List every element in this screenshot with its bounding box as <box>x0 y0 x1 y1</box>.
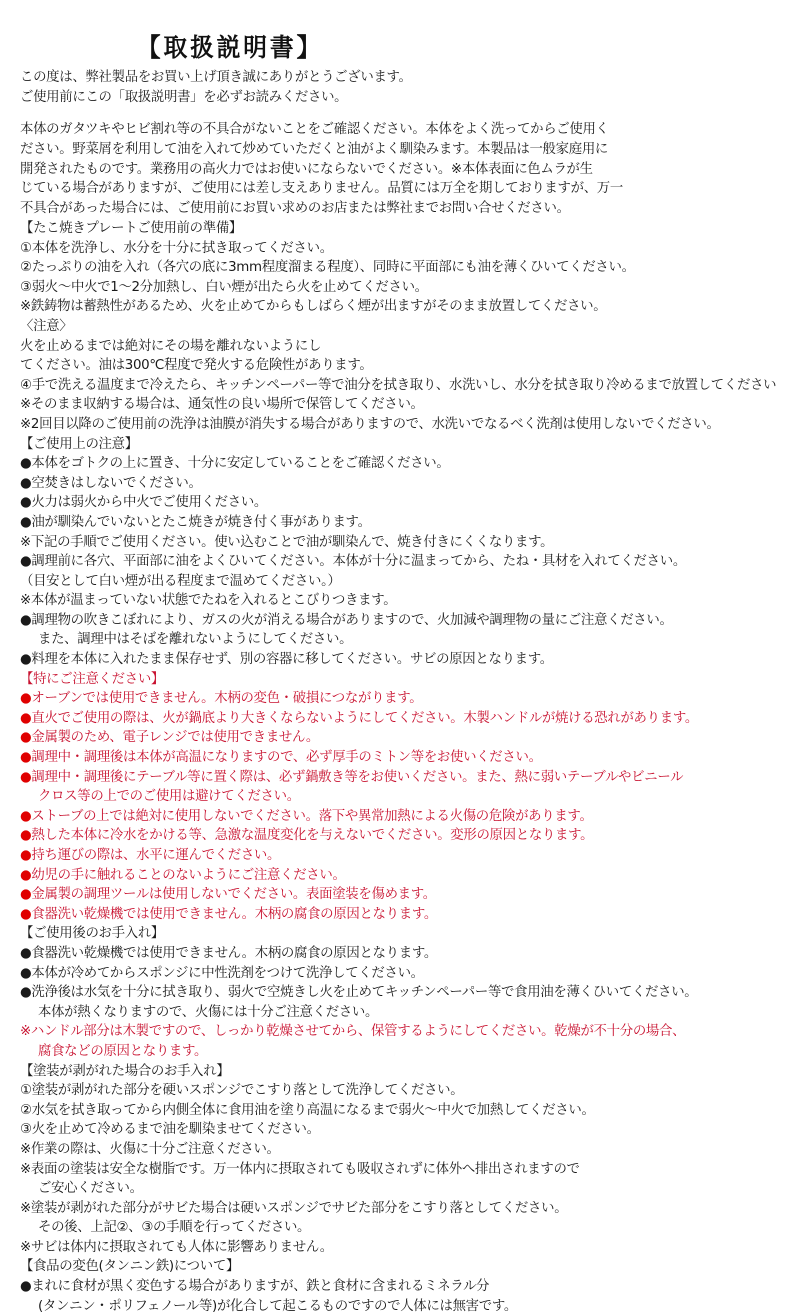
section-heading: 【たこ焼きプレートご使用前の準備】 <box>20 221 243 236</box>
section-line: ②たっぷりの油を入れ（各穴の底に3mm程度溜まる程度）、同時に平面部にも油を薄くひいてください。 <box>20 260 635 276</box>
section-line: ●空焚きはしないでください。 <box>20 475 202 491</box>
section-line: その後、上記②、③の手順を行ってください。 <box>38 1220 311 1236</box>
bullet-icon: ● <box>20 710 32 726</box>
manual-section <box>20 1257 805 1316</box>
section-line: ①本体を洗浄し、水分を十分に拭き取ってください。 <box>20 240 333 256</box>
section-line: 腐食などの原因となります。 <box>38 1043 208 1059</box>
manual-section <box>20 1062 805 1258</box>
section-line: ③火を止めて冷めるまで油を馴染ませてください。 <box>20 1122 320 1138</box>
section-line: ④手で洗える温度まで冷えたら、キッチンペーパー等で油分を拭き取り、水洗いし、水分を拭き取り冷めるまで放置してください <box>20 377 777 393</box>
section-line: ●料理を本体に入れたまま保存せず、別の容器に移してください。サビの原因となります。 <box>20 652 553 668</box>
bullet-icon: ● <box>20 848 32 863</box>
bullet-icon: ● <box>20 769 32 785</box>
section-line: ●オーブンでは使用できません。木柄の変色・破損につながります。 <box>20 691 423 707</box>
section-line: ●火力は弱火から中火でご使用ください。 <box>20 495 268 511</box>
overview-line: 不具合があった場合には、ご使用前にお買い求めのお店または弊社までお問い合せください。 <box>20 201 570 217</box>
section-line: （目安として白い煙が出る程度まで温めてください。） <box>20 573 341 589</box>
section-line: ※2回目以降のご使用前の洗浄は油膜が消失する場合がありますので、水洗いでなるべく洗剤は使用しないでください。 <box>20 416 720 432</box>
section-heading: 【食品の変色(タンニン鉄)について】 <box>20 1259 240 1275</box>
section-line: ●食器洗い乾燥機では使用できません。木柄の腐食の原因となります。 <box>20 945 437 961</box>
section-line: クロス等の上でのご使用は避けてください。 <box>38 789 300 805</box>
section-heading: 【ご使用後のお手入れ】 <box>20 926 164 942</box>
section-line: ●金属製の調理ツールは使用しないでください。表面塗装を傷めます。 <box>20 887 436 903</box>
section-line: 本体が熱くなりますので、火傷には十分ご注意ください。 <box>38 1004 379 1020</box>
section-line: ※サビは体内に摂取されても人体に影響ありません。 <box>20 1239 333 1255</box>
section-line: ●調理物の吹きこぼれにより、ガスの火が消える場合がありますので、火加減や調理物の量にご注意ください。 <box>20 612 673 628</box>
section-line: ※塗装が剥がれた部分がサビた場合は硬いスポンジでサビた部分をこすり落としてください。 <box>20 1200 568 1216</box>
section-line: 火を止めるまでは絶対にその場を離れないようにし <box>20 338 322 354</box>
section-line: ①塗装が剥がれた部分を硬いスポンジでこすり落として洗浄してください。 <box>20 1083 464 1099</box>
overview-line: じている場合がありますが、ご使用には差し支えありません。品質には万全を期しておりますが、万一 <box>20 181 623 197</box>
manual-section <box>20 435 805 670</box>
section-line: ※下記の手順でご使用ください。使い込むことで油が馴染んで、焼き付きにくくなります。 <box>20 534 554 550</box>
section-line: (タンニン・ポリフェノール等)が化合して起こるものですので人体には無害です。 <box>38 1298 517 1314</box>
section-line: ※ハンドル部分は木製ですので、しっかり乾燥させてから、保管するようにしてください。乾燥が不十分の場合、 <box>20 1024 686 1040</box>
section-line: ●食器洗い乾燥機では使用できません。木柄の腐食の原因となります。 <box>20 906 437 922</box>
section-line: ※そのまま収納する場合は、通気性の良い場所で保管してください。 <box>20 397 424 413</box>
document-title: 【取扱説明書】 <box>136 33 324 62</box>
section-line: 〈注意〉 <box>20 318 73 334</box>
bullet-icon: ● <box>20 750 32 766</box>
section-line: ●直火でご使用の際は、火が鍋底より大きくならないようにしてください。木製ハンドルが焼ける恐れがあります。 <box>20 710 698 726</box>
section-line: ※鉄鋳物は蓄熱性があるため、火を止めてからもしばらく煙が出ますがそのまま放置してください。 <box>20 299 607 315</box>
overview-line: ださい。野菜屑を利用して油を入れて炒めていただくと油がよく馴染みます。本製品は一般家庭用に <box>20 141 609 157</box>
bullet-icon: ● <box>20 867 32 883</box>
sections-container <box>20 219 805 1316</box>
section-line: また、調理中はそばを離れないようにしてください。 <box>38 632 353 648</box>
intro-line: この度は、弊社製品をお買い上げ頂き誠にありがとうございます。 <box>20 70 412 85</box>
section-heading: 【塗装が剥がれた場合のお手入れ】 <box>20 1063 230 1079</box>
section-line: ※本体が温まっていない状態でたねを入れるとこびりつきます。 <box>20 593 397 609</box>
section-line: てください。油は300℃程度で発火する危険性があります。 <box>20 358 373 374</box>
section-line: ③弱火～中火で1～2分加熱し、白い煙が出たら火を止めてください。 <box>20 279 428 295</box>
section-line: ●金属製のため、電子レンジでは使用できません。 <box>20 730 319 746</box>
section-line: ●幼児の手に触れることのないようにご注意ください。 <box>20 867 346 883</box>
manual-section <box>20 219 805 435</box>
section-line: ●洗浄後は水気を十分に拭き取り、弱火で空焼きし火を止めてキッチンペーパー等で食用油を薄くひいてください。 <box>20 985 698 1001</box>
section-line: ●本体をゴトクの上に置き、十分に安定していることをご確認ください。 <box>20 456 450 472</box>
section-line: ●調理中・調理後は本体が高温になりますので、必ず厚手のミトン等をお使いください。 <box>20 750 542 766</box>
bullet-icon: ● <box>20 808 32 824</box>
section-line: ②水気を拭き取ってから内側全体に食用油を塗り高温になるまで弱火～中火で加熱してください。 <box>20 1102 595 1118</box>
section-line: ●本体が冷めてからスポンジに中性洗剤をつけて洗浄してください。 <box>20 965 424 981</box>
section-line: ●まれに食材が黒く変色する場合がありますが、鉄と食材に含まれるミネラル分 <box>20 1279 490 1295</box>
overview-line: 本体のガタツキやヒビ割れ等の不具合がないことをご確認ください。本体をよく洗ってからご使用く <box>20 122 609 137</box>
manual-section <box>20 924 805 1061</box>
section-line: ●調理中・調理後にテーブル等に置く際は、必ず鍋敷き等をお使いください。また、熱に弱いテーブルやビニール <box>20 769 684 785</box>
bullet-icon: ● <box>20 828 32 844</box>
section-line: ●油が馴染んでいないとたこ焼きが焼き付く事があります。 <box>20 514 371 530</box>
manual-section <box>20 670 805 925</box>
section-line: ●熱した本体に冷水をかける等、急激な温度変化を与えないでください。変形の原因となります。 <box>20 828 594 844</box>
bullet-icon: ● <box>20 730 32 746</box>
intro-paragraph <box>20 68 805 108</box>
section-line: ●持ち運びの際は、水平に運んでください。 <box>20 848 281 863</box>
overview-paragraph <box>20 120 805 219</box>
bullet-icon: ● <box>20 691 32 707</box>
section-line: ※作業の際は、火傷に十分ご注意ください。 <box>20 1141 280 1157</box>
section-line: ご安心ください。 <box>38 1181 143 1197</box>
bullet-icon: ● <box>20 887 32 903</box>
section-line: ●ストーブの上では絶対に使用しないでください。落下や異常加熱による火傷の危険があります。 <box>20 808 593 824</box>
section-heading: 【ご使用上の注意】 <box>20 436 138 452</box>
section-line: ※表面の塗装は安全な樹脂です。万一体内に摂取されても吸収されずに体外へ排出されますので <box>20 1161 580 1177</box>
intro-line: ご使用前にこの「取扱説明書」を必ずお読みください。 <box>20 89 348 105</box>
section-line: ●調理前に各穴、平面部に油をよくひいてください。本体が十分に温まってから、たね・具材を入れてください。 <box>20 554 686 570</box>
section-heading: 【特にご注意ください】 <box>20 671 164 687</box>
overview-line: 開発されたものです。業務用の高火力ではお使いにならないでください。※本体表面に色ムラが生 <box>20 161 593 177</box>
bullet-icon: ● <box>20 906 32 922</box>
